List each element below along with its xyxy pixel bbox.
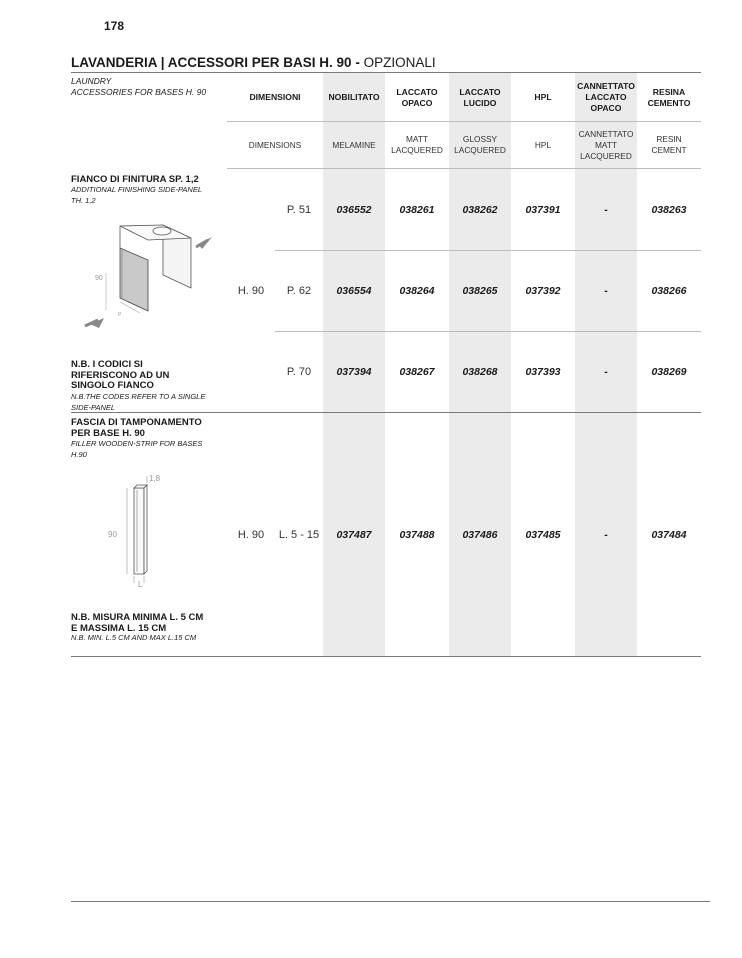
section-2-title bbox=[71, 418, 202, 439]
drawing-label-width: L bbox=[138, 580, 143, 589]
page-title-light: OPZIONALI bbox=[363, 55, 436, 70]
side-panel-shape bbox=[120, 225, 191, 311]
code-cell: 037392 bbox=[525, 285, 561, 297]
section-1-note bbox=[71, 360, 169, 392]
col-head-hpl: HPL bbox=[534, 92, 552, 102]
row-dimension: P. 51 bbox=[286, 203, 312, 216]
code-cell: 037487 bbox=[336, 528, 372, 541]
col-sub-hpl: HPL bbox=[534, 139, 552, 150]
col-head-resina: RESINA CEMENTO bbox=[647, 86, 691, 108]
section-1-note-line: N.B. I CODICI SI bbox=[71, 359, 143, 370]
section-2-title-line: PER BASE H. 90 bbox=[71, 427, 145, 439]
code-cell: 036552 bbox=[336, 203, 372, 216]
code-cell: 038263 bbox=[651, 203, 687, 216]
section-1-note-en-line: SIDE-PANEL bbox=[71, 402, 116, 412]
section-1-subtitle bbox=[71, 185, 202, 206]
code-cell: 038266 bbox=[651, 285, 687, 297]
section-1-subtitle-line: ADDITIONAL FINISHING SIDE-PANEL bbox=[71, 185, 202, 194]
col-head-nobilitato: NOBILITATO bbox=[328, 92, 380, 102]
rule-footer bbox=[71, 901, 710, 902]
row-dimension: L. 5 - 15 bbox=[278, 528, 320, 541]
code-cell: 037394 bbox=[336, 366, 372, 378]
row-dimension: P. 70 bbox=[286, 366, 312, 378]
col-sub-cannettato: CANNETTATO MATT LACQUERED bbox=[578, 128, 634, 161]
filler-strip-drawing bbox=[100, 468, 170, 593]
section-1-subtitle-line: TH. 1,2 bbox=[71, 195, 96, 205]
col-head-laccato-lucido: LACCATO LUCIDO bbox=[459, 86, 501, 108]
page-title-bold: LAVANDERIA | ACCESSORI PER BASI H. 90 - bbox=[71, 55, 364, 70]
filler-strip-shape bbox=[134, 485, 147, 574]
code-cell: 037484 bbox=[651, 528, 687, 541]
drawing-label-height: 90 bbox=[95, 275, 103, 282]
code-cell: 038265 bbox=[462, 285, 498, 297]
col-head-laccato-opaco: LACCATO OPACO bbox=[396, 86, 438, 108]
code-cell: 037391 bbox=[525, 203, 561, 216]
section-2-height: H. 90 bbox=[237, 528, 265, 541]
col-sub-glossy: GLOSSY LACQUERED bbox=[454, 134, 506, 155]
col-sub-melamine: MELAMINE bbox=[332, 139, 376, 150]
code-cell: 037393 bbox=[525, 366, 561, 378]
code-cell: 037486 bbox=[462, 528, 498, 541]
rule-top bbox=[71, 72, 701, 73]
section-2-subtitle bbox=[71, 439, 202, 460]
code-cell: 038268 bbox=[462, 366, 498, 378]
code-cell: - bbox=[604, 285, 608, 297]
code-cell: 037485 bbox=[525, 528, 561, 541]
code-cell: - bbox=[604, 528, 608, 541]
code-cell: 038262 bbox=[462, 203, 498, 216]
section-2-note-en: N.B. MIN. L.5 CM AND MAX L.15 CM bbox=[71, 633, 197, 642]
table-subtitle-line: ACCESSORIES FOR BASES H. 90 bbox=[71, 87, 207, 97]
drawing-label-depth: P bbox=[118, 312, 122, 318]
code-cell: 038267 bbox=[399, 366, 435, 378]
code-cell: 038261 bbox=[399, 203, 435, 216]
page-number: 178 bbox=[104, 19, 125, 33]
code-cell: - bbox=[604, 366, 608, 378]
row-dimension: P. 62 bbox=[286, 285, 312, 297]
table-subtitle-line: LAUNDRY bbox=[71, 76, 112, 86]
rule-table-bottom bbox=[71, 656, 701, 657]
col-head-dimensioni: DIMENSIONI bbox=[249, 92, 301, 102]
table-subtitle bbox=[71, 76, 206, 98]
page-title bbox=[71, 55, 436, 70]
section-1-note-line: RIFERISCONO AD UN bbox=[71, 369, 170, 381]
section-1-note-en-line: N.B.THE CODES REFER TO A SINGLE bbox=[71, 392, 206, 401]
code-cell: 036554 bbox=[336, 285, 372, 297]
drawing-label-height: 90 bbox=[108, 530, 117, 539]
section-2-note bbox=[71, 613, 203, 634]
code-cell: - bbox=[604, 203, 608, 216]
code-cell: 037488 bbox=[399, 528, 435, 541]
section-2-subtitle-line: H.90 bbox=[71, 449, 87, 459]
code-cell: 038264 bbox=[399, 285, 435, 297]
section-2-subtitle-line: FILLER WOODEN-STRIP FOR BASES bbox=[71, 439, 203, 448]
col-sub-resin: RESIN CEMENT bbox=[651, 134, 687, 155]
section-2-note-line: N.B. MISURA MINIMA L. 5 CM bbox=[71, 612, 204, 623]
section-2-note-line: E MASSIMA L. 15 CM bbox=[71, 622, 167, 634]
side-panel-drawing bbox=[80, 218, 220, 330]
section-1-title: FIANCO DI FINITURA SP. 1,2 bbox=[71, 174, 199, 185]
section-1-note-en bbox=[71, 392, 205, 413]
col-sub-matt: MATT LACQUERED bbox=[391, 134, 443, 155]
code-cell: 038269 bbox=[651, 366, 687, 378]
section-2-title-line: FASCIA DI TAMPONAMENTO bbox=[71, 417, 202, 428]
col-head-cannettato: CANNETTATO LACCATO OPACO bbox=[577, 81, 635, 113]
section-1-height: H. 90 bbox=[237, 284, 265, 297]
col-sub-dimensions: DIMENSIONS bbox=[248, 139, 302, 150]
drawing-label-thickness: 1,8 bbox=[149, 474, 161, 483]
section-1-note-line: SINGOLO FIANCO bbox=[71, 380, 154, 391]
